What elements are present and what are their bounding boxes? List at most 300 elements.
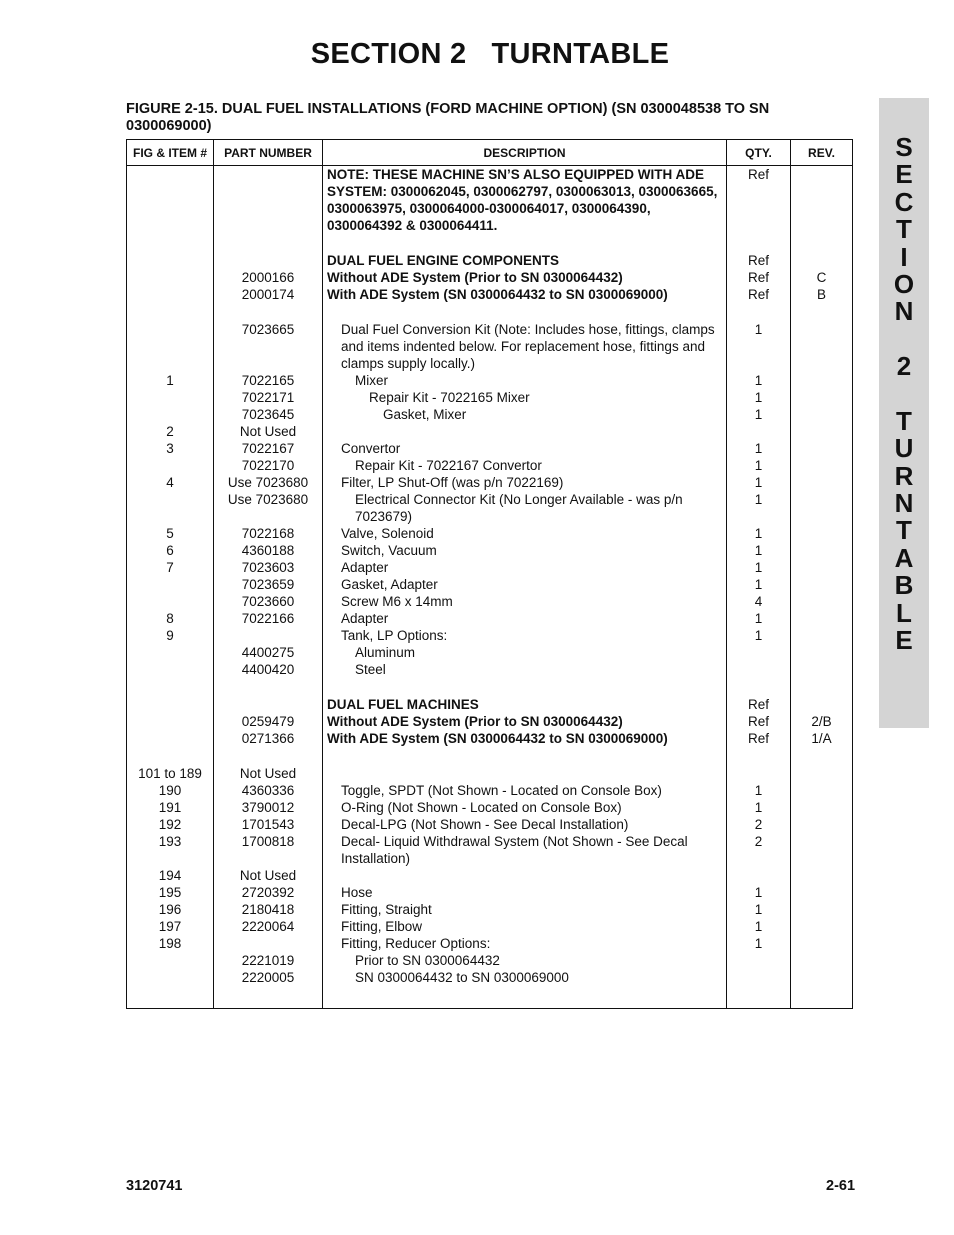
part-number-cell: 0271366 xyxy=(214,730,323,747)
fig-cell: 3 xyxy=(127,440,214,457)
empty-cell xyxy=(214,986,323,1009)
table-row xyxy=(127,593,853,610)
header-qty: QTY. xyxy=(727,140,791,166)
side-tab-letter: 2 xyxy=(896,351,912,382)
description-cell xyxy=(323,627,727,644)
rev-cell xyxy=(791,166,853,235)
part-number-cell: 7022168 xyxy=(214,525,323,542)
side-tab-letter: T xyxy=(896,515,912,546)
table-row xyxy=(127,491,853,525)
description-cell xyxy=(323,747,727,765)
description-text: Repair Kit - 7022167 Convertor xyxy=(355,458,542,473)
qty-cell: 1 xyxy=(727,525,791,542)
description-cell xyxy=(323,303,727,321)
rev-cell xyxy=(791,542,853,559)
description-cell xyxy=(323,696,727,713)
part-number-cell: 2000166 xyxy=(214,269,323,286)
qty-cell xyxy=(727,747,791,765)
table-row xyxy=(127,406,853,423)
part-number-cell: Not Used xyxy=(214,765,323,782)
description-text: Convertor xyxy=(341,441,401,456)
part-number-cell: 3790012 xyxy=(214,799,323,816)
side-tab-letter: O xyxy=(893,268,915,299)
rev-cell xyxy=(791,252,853,269)
fig-cell xyxy=(127,321,214,372)
description-cell xyxy=(323,166,727,235)
description-cell xyxy=(323,969,727,986)
fig-cell xyxy=(127,952,214,969)
rev-cell xyxy=(791,816,853,833)
part-number-cell: 7023659 xyxy=(214,576,323,593)
part-number-cell: 4360188 xyxy=(214,542,323,559)
description-text: Filter, LP Shut-Off (was p/n 7022169) xyxy=(341,475,564,490)
table-row xyxy=(127,576,853,593)
rev-cell xyxy=(791,525,853,542)
description-cell xyxy=(323,952,727,969)
fig-cell: 6 xyxy=(127,542,214,559)
rev-cell xyxy=(791,747,853,765)
description-cell xyxy=(323,321,727,372)
description-text: DUAL FUEL MACHINES xyxy=(327,697,479,712)
rev-cell xyxy=(791,952,853,969)
description-text: With ADE System (SN 0300064432 to SN 0300069000) xyxy=(327,731,668,746)
qty-cell xyxy=(727,678,791,696)
rev-cell xyxy=(791,696,853,713)
page-number: 2-61 xyxy=(826,1178,856,1194)
table-row xyxy=(127,474,853,491)
table-row xyxy=(127,713,853,730)
qty-cell xyxy=(727,765,791,782)
fig-cell: 197 xyxy=(127,918,214,935)
table-row xyxy=(127,644,853,661)
empty-cell xyxy=(727,986,791,1009)
table-row xyxy=(127,816,853,833)
fig-cell xyxy=(127,303,214,321)
table-end-row xyxy=(127,986,853,1009)
qty-cell xyxy=(727,303,791,321)
description-cell xyxy=(323,269,727,286)
description-cell xyxy=(323,234,727,252)
qty-cell: Ref xyxy=(727,269,791,286)
table-row xyxy=(127,935,853,952)
description-cell xyxy=(323,918,727,935)
part-number-cell: 7023603 xyxy=(214,559,323,576)
qty-cell: Ref xyxy=(727,252,791,269)
section-title: SECTION 2 TURNTABLE xyxy=(310,38,670,70)
rev-cell xyxy=(791,372,853,389)
part-number-cell xyxy=(214,627,323,644)
part-number-cell xyxy=(214,935,323,952)
description-cell xyxy=(323,884,727,901)
description-cell xyxy=(323,661,727,678)
part-number-cell: 0259479 xyxy=(214,713,323,730)
fig-cell: 191 xyxy=(127,799,214,816)
fig-cell xyxy=(127,269,214,286)
description-text: Fitting, Elbow xyxy=(341,919,423,934)
table-row xyxy=(127,372,853,389)
table-row xyxy=(127,389,853,406)
table-row xyxy=(127,833,853,867)
part-number-cell xyxy=(214,303,323,321)
header-part-number: PART NUMBER xyxy=(214,140,323,166)
qty-cell xyxy=(727,969,791,986)
table-row xyxy=(127,269,853,286)
description-cell xyxy=(323,644,727,661)
fig-cell xyxy=(127,661,214,678)
description-text: Hose xyxy=(341,885,373,900)
part-number-cell: 4360336 xyxy=(214,782,323,799)
qty-cell: Ref xyxy=(727,696,791,713)
table-spacer-row xyxy=(127,678,853,696)
description-text: Steel xyxy=(355,662,386,677)
parts-table xyxy=(126,139,853,1009)
description-text: Aluminum xyxy=(355,645,416,660)
qty-cell: 1 xyxy=(727,935,791,952)
table-row xyxy=(127,542,853,559)
side-tab-letter xyxy=(879,381,929,408)
rev-cell xyxy=(791,678,853,696)
fig-cell: 7 xyxy=(127,559,214,576)
side-tab-letter: L xyxy=(896,597,912,628)
fig-cell: 195 xyxy=(127,884,214,901)
qty-cell xyxy=(727,952,791,969)
fig-cell xyxy=(127,696,214,713)
description-cell xyxy=(323,423,727,440)
description-cell xyxy=(323,782,727,799)
description-text: Repair Kit - 7022165 Mixer xyxy=(369,390,530,405)
part-number-cell: 7023665 xyxy=(214,321,323,372)
part-number-cell: Use 7023680 xyxy=(214,491,323,525)
part-number-cell: 2221019 xyxy=(214,952,323,969)
side-tab-letter: E xyxy=(895,159,913,190)
part-number-cell: Not Used xyxy=(214,867,323,884)
fig-cell: 193 xyxy=(127,833,214,867)
fig-cell xyxy=(127,166,214,235)
table-row xyxy=(127,969,853,986)
table-spacer-row xyxy=(127,234,853,252)
qty-cell: 1 xyxy=(727,576,791,593)
figure-title: FIGURE 2-15. DUAL FUEL INSTALLATIONS (FORD MACHINE OPTION) (SN 0300048538 TO SN 0300069000) xyxy=(126,101,770,134)
qty-cell: 2 xyxy=(727,833,791,867)
table-row xyxy=(127,321,853,372)
description-cell xyxy=(323,406,727,423)
fig-cell xyxy=(127,491,214,525)
part-number-cell: 2220064 xyxy=(214,918,323,935)
description-cell xyxy=(323,678,727,696)
table-row xyxy=(127,952,853,969)
doc-number: 3120741 xyxy=(126,1178,183,1194)
fig-cell: 5 xyxy=(127,525,214,542)
description-cell xyxy=(323,457,727,474)
table-row xyxy=(127,252,853,269)
part-number-cell: 7022166 xyxy=(214,610,323,627)
table-row xyxy=(127,765,853,782)
side-tab-letter: U xyxy=(894,433,914,464)
description-text: Decal- Liquid Withdrawal System (Not Shown - See Decal Installation) xyxy=(341,834,688,866)
description-text: Without ADE System (Prior to SN 0300064432) xyxy=(327,270,623,285)
rev-cell: 1/A xyxy=(791,730,853,747)
description-cell xyxy=(323,730,727,747)
fig-cell xyxy=(127,286,214,303)
fig-cell xyxy=(127,730,214,747)
part-number-cell: 4400420 xyxy=(214,661,323,678)
description-cell xyxy=(323,286,727,303)
fig-cell xyxy=(127,644,214,661)
qty-cell: 1 xyxy=(727,542,791,559)
qty-cell xyxy=(727,867,791,884)
rev-cell xyxy=(791,918,853,935)
qty-cell: 1 xyxy=(727,782,791,799)
part-number-cell: 2000174 xyxy=(214,286,323,303)
description-text: With ADE System (SN 0300064432 to SN 0300069000) xyxy=(327,287,668,302)
table-row xyxy=(127,918,853,935)
description-cell xyxy=(323,799,727,816)
header-description: DESCRIPTION xyxy=(323,140,727,166)
rev-cell xyxy=(791,627,853,644)
qty-cell: Ref xyxy=(727,713,791,730)
side-tab-letter: S xyxy=(895,132,913,162)
empty-cell xyxy=(127,986,214,1009)
part-number-cell: 7023645 xyxy=(214,406,323,423)
description-text: Prior to SN 0300064432 xyxy=(355,953,500,968)
part-number-cell xyxy=(214,166,323,235)
description-text: Fitting, Straight xyxy=(341,902,432,917)
rev-cell xyxy=(791,303,853,321)
table-row xyxy=(127,440,853,457)
rev-cell xyxy=(791,576,853,593)
qty-cell: 2 xyxy=(727,816,791,833)
description-text: Without ADE System (Prior to SN 0300064432) xyxy=(327,714,623,729)
description-cell xyxy=(323,867,727,884)
part-number-cell: 7022170 xyxy=(214,457,323,474)
fig-cell xyxy=(127,969,214,986)
rev-cell xyxy=(791,901,853,918)
side-tab-letters xyxy=(879,134,929,654)
fig-cell: 190 xyxy=(127,782,214,799)
part-number-cell xyxy=(214,678,323,696)
qty-cell: 4 xyxy=(727,593,791,610)
side-tab-letter: T xyxy=(896,214,912,245)
rev-cell xyxy=(791,799,853,816)
rev-cell xyxy=(791,644,853,661)
part-number-cell: 7022165 xyxy=(214,372,323,389)
description-text: Electrical Connector Kit (No Longer Available - was p/n 7023679) xyxy=(355,492,683,524)
qty-cell: 1 xyxy=(727,610,791,627)
side-tab-letter: T xyxy=(896,405,912,436)
description-cell xyxy=(323,713,727,730)
fig-cell xyxy=(127,576,214,593)
part-number-cell xyxy=(214,747,323,765)
rev-cell xyxy=(791,765,853,782)
table-row xyxy=(127,782,853,799)
table-header-row xyxy=(127,140,853,166)
fig-cell xyxy=(127,678,214,696)
table-row xyxy=(127,799,853,816)
table-row xyxy=(127,166,853,235)
rev-cell xyxy=(791,457,853,474)
part-number-cell: 2180418 xyxy=(214,901,323,918)
rev-cell xyxy=(791,559,853,576)
description-cell xyxy=(323,252,727,269)
table-row xyxy=(127,559,853,576)
side-tab-letter: N xyxy=(894,296,914,327)
rev-cell xyxy=(791,782,853,799)
rev-cell xyxy=(791,935,853,952)
part-number-cell: 7023660 xyxy=(214,593,323,610)
fig-cell xyxy=(127,389,214,406)
side-tab-letter: N xyxy=(894,488,914,519)
fig-cell xyxy=(127,406,214,423)
rev-cell: B xyxy=(791,286,853,303)
description-cell xyxy=(323,474,727,491)
fig-cell: 4 xyxy=(127,474,214,491)
description-cell xyxy=(323,525,727,542)
side-tab-letter: C xyxy=(894,186,914,217)
description-cell xyxy=(323,440,727,457)
part-number-cell: 7022171 xyxy=(214,389,323,406)
fig-cell xyxy=(127,713,214,730)
qty-cell xyxy=(727,423,791,440)
rev-cell xyxy=(791,321,853,372)
description-text: Valve, Solenoid xyxy=(341,526,434,541)
description-text: Decal-LPG (Not Shown - See Decal Installation) xyxy=(341,817,629,832)
table-row xyxy=(127,730,853,747)
description-cell xyxy=(323,593,727,610)
part-number-cell: Not Used xyxy=(214,423,323,440)
side-tab-letter: A xyxy=(894,542,914,573)
description-text: Dual Fuel Conversion Kit (Note: Includes hose, fittings, clamps and items indented below. For replacement hose, fittings and clamps supply locally.) xyxy=(341,322,715,371)
description-text: Screw M6 x 14mm xyxy=(341,594,453,609)
table-row xyxy=(127,661,853,678)
qty-cell: 1 xyxy=(727,901,791,918)
header-fig-item: FIG & ITEM # xyxy=(127,140,214,166)
description-cell xyxy=(323,816,727,833)
description-text: Adapter xyxy=(341,611,389,626)
table-row xyxy=(127,610,853,627)
fig-cell: 196 xyxy=(127,901,214,918)
part-number-cell xyxy=(214,252,323,269)
side-tab-letter: B xyxy=(894,570,914,601)
rev-cell xyxy=(791,491,853,525)
table-spacer-row xyxy=(127,747,853,765)
table-row xyxy=(127,525,853,542)
description-text: DUAL FUEL ENGINE COMPONENTS xyxy=(327,253,560,268)
parts-table-body xyxy=(127,166,853,1009)
fig-cell: 198 xyxy=(127,935,214,952)
qty-cell xyxy=(727,661,791,678)
fig-cell xyxy=(127,252,214,269)
qty-cell: 1 xyxy=(727,559,791,576)
description-text: SN 0300064432 to SN 0300069000 xyxy=(355,970,569,985)
description-cell xyxy=(323,491,727,525)
description-text: Fitting, Reducer Options: xyxy=(341,936,491,951)
description-cell xyxy=(323,765,727,782)
table-row xyxy=(127,867,853,884)
qty-cell: 1 xyxy=(727,372,791,389)
part-number-cell xyxy=(214,234,323,252)
rev-cell xyxy=(791,389,853,406)
qty-cell xyxy=(727,644,791,661)
rev-cell xyxy=(791,474,853,491)
description-text: O-Ring (Not Shown - Located on Console Box) xyxy=(341,800,622,815)
description-text: Switch, Vacuum xyxy=(341,543,437,558)
table-spacer-row xyxy=(127,303,853,321)
table-row xyxy=(127,696,853,713)
rev-cell xyxy=(791,867,853,884)
fig-cell xyxy=(127,593,214,610)
qty-cell: 1 xyxy=(727,440,791,457)
fig-cell xyxy=(127,747,214,765)
empty-cell xyxy=(323,986,727,1009)
description-cell xyxy=(323,901,727,918)
part-number-cell: 1701543 xyxy=(214,816,323,833)
part-number-cell: 2220005 xyxy=(214,969,323,986)
fig-cell: 194 xyxy=(127,867,214,884)
fig-cell: 1 xyxy=(127,372,214,389)
qty-cell: 1 xyxy=(727,389,791,406)
rev-cell xyxy=(791,661,853,678)
rev-cell xyxy=(791,234,853,252)
fig-cell: 192 xyxy=(127,816,214,833)
qty-cell: 1 xyxy=(727,799,791,816)
description-text: Gasket, Adapter xyxy=(341,577,438,592)
empty-cell xyxy=(791,986,853,1009)
description-cell xyxy=(323,576,727,593)
description-text: Toggle, SPDT (Not Shown - Located on Console Box) xyxy=(341,783,662,798)
description-cell xyxy=(323,389,727,406)
description-text: Tank, LP Options: xyxy=(341,628,448,643)
rev-cell xyxy=(791,884,853,901)
rev-cell xyxy=(791,593,853,610)
qty-cell: 1 xyxy=(727,491,791,525)
qty-cell xyxy=(727,234,791,252)
fig-cell: 2 xyxy=(127,423,214,440)
qty-cell: 1 xyxy=(727,918,791,935)
qty-cell: Ref xyxy=(727,166,791,235)
side-tab-letter xyxy=(879,326,929,353)
description-cell xyxy=(323,610,727,627)
description-text: Mixer xyxy=(355,373,388,388)
fig-cell: 101 to 189 xyxy=(127,765,214,782)
part-number-cell: 7022167 xyxy=(214,440,323,457)
rev-cell xyxy=(791,610,853,627)
description-cell xyxy=(323,935,727,952)
fig-cell xyxy=(127,457,214,474)
description-text: Adapter xyxy=(341,560,389,575)
qty-cell: 1 xyxy=(727,457,791,474)
description-cell xyxy=(323,559,727,576)
side-tab-letter: I xyxy=(900,241,908,272)
side-tab-letter: R xyxy=(894,460,914,491)
description-text: Gasket, Mixer xyxy=(383,407,467,422)
description-cell xyxy=(323,372,727,389)
rev-cell xyxy=(791,969,853,986)
rev-cell xyxy=(791,833,853,867)
table-row xyxy=(127,423,853,440)
description-cell xyxy=(323,833,727,867)
description-text: NOTE: THESE MACHINE SN’S ALSO EQUIPPED WITH ADE SYSTEM: 0300062045, 0300062797, 0300063013, 0300063665, 0300063975, 0300064000-0300064017, 0300064390, 0300064392 & 0300064411. xyxy=(327,167,718,233)
part-number-cell: 2720392 xyxy=(214,884,323,901)
table-row xyxy=(127,286,853,303)
fig-cell xyxy=(127,234,214,252)
table-row xyxy=(127,884,853,901)
rev-cell xyxy=(791,440,853,457)
part-number-cell: 1700818 xyxy=(214,833,323,867)
table-row xyxy=(127,901,853,918)
rev-cell: 2/B xyxy=(791,713,853,730)
fig-cell: 9 xyxy=(127,627,214,644)
part-number-cell: Use 7023680 xyxy=(214,474,323,491)
